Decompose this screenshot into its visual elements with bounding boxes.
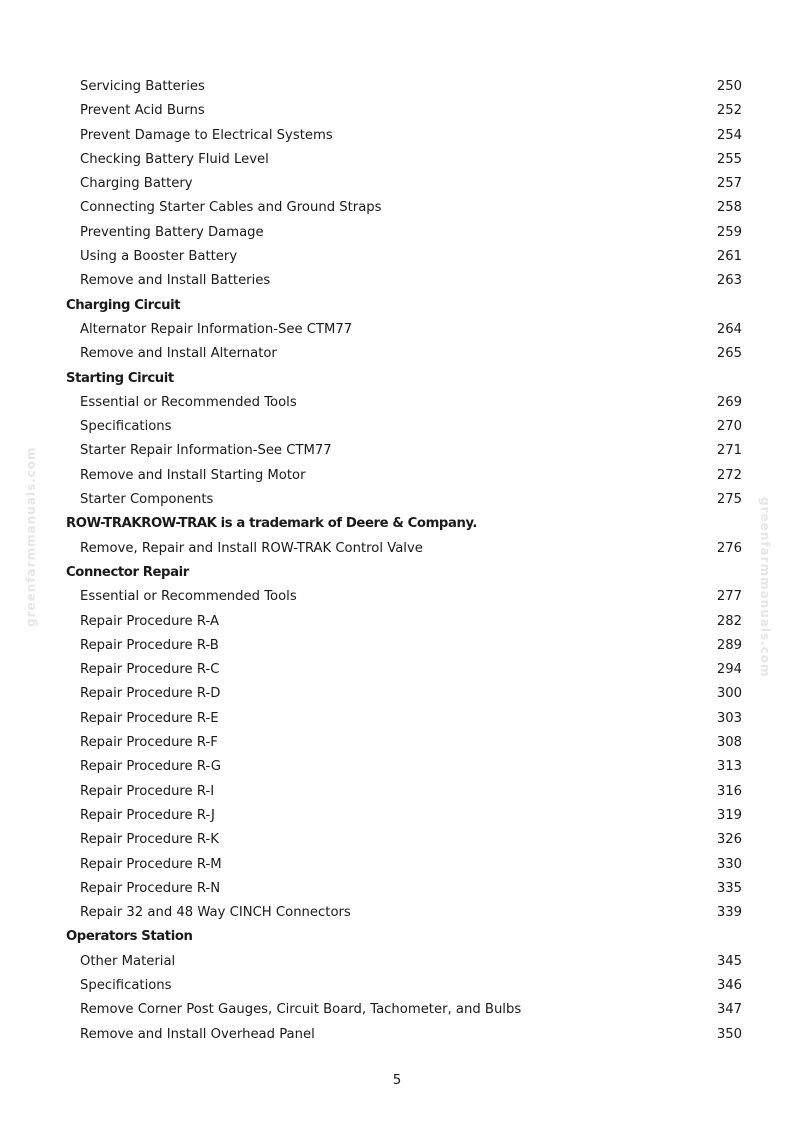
toc-entry[interactable] <box>66 901 742 925</box>
page-ref: 308 <box>716 735 742 751</box>
toc-entry[interactable] <box>66 682 742 706</box>
entry-title: Specifications <box>80 977 172 993</box>
toc-entry[interactable] <box>66 318 742 342</box>
toc-entry[interactable] <box>66 780 742 804</box>
entry-title: Servicing Batteries <box>80 79 205 94</box>
page-ref: 257 <box>716 176 742 192</box>
entry-title: Remove and Install Starting Motor <box>80 467 306 483</box>
toc-entry[interactable] <box>66 245 742 269</box>
toc-entry[interactable] <box>66 853 742 877</box>
page-ref: 259 <box>716 224 742 240</box>
entry-title: Prevent Acid Burns <box>80 103 205 119</box>
toc-entry[interactable] <box>66 731 742 755</box>
toc-entry[interactable] <box>66 124 742 148</box>
page-ref: 303 <box>716 710 742 726</box>
toc-section-heading <box>66 367 742 391</box>
entry-title: Specifications <box>80 419 172 435</box>
toc-entry[interactable] <box>66 537 742 561</box>
toc-entry[interactable] <box>66 828 742 852</box>
section-title: Charging Circuit <box>66 297 181 313</box>
entry-title: Starter Repair Information-See CTM77 <box>80 443 332 459</box>
page-ref: 330 <box>716 856 742 872</box>
page-ref: 326 <box>716 832 742 848</box>
page-ref: 276 <box>716 540 742 556</box>
page-ref: 277 <box>716 589 742 605</box>
page-ref: 270 <box>716 419 742 435</box>
toc-entry[interactable] <box>66 391 742 415</box>
toc-entry[interactable] <box>66 755 742 779</box>
page-ref: 300 <box>716 686 742 702</box>
watermark-left: greenfarmmanuals.com <box>24 446 38 627</box>
page-ref: 258 <box>716 200 742 216</box>
entry-title: Remove Corner Post Gauges, Circuit Board, Tachometer, and Bulbs <box>80 1002 522 1018</box>
entry-title: Essential or Recommended Tools <box>80 394 297 410</box>
page-ref: 350 <box>716 1026 742 1042</box>
section-title: Operators Station <box>66 929 193 945</box>
page-ref: 275 <box>716 492 742 508</box>
toc-entry[interactable] <box>66 439 742 463</box>
section-title: ROW-TRAKROW-TRAK is a trademark of Deere & Company. <box>66 516 478 532</box>
page-ref: 264 <box>716 321 742 337</box>
entry-title: Repair Procedure R-K <box>80 832 219 848</box>
entry-title: Repair 32 and 48 Way CINCH Connectors <box>80 905 351 921</box>
entry-title: Repair Procedure R-I <box>80 783 215 799</box>
section-title: Starting Circuit <box>66 370 174 386</box>
entry-title: Charging Battery <box>80 176 193 192</box>
entry-title: Connecting Starter Cables and Ground Straps <box>80 200 382 216</box>
entry-title: Alternator Repair Information-See CTM77 <box>80 321 353 337</box>
toc-entry[interactable] <box>66 221 742 245</box>
toc-section-heading <box>66 925 742 949</box>
toc-entry[interactable] <box>66 1023 742 1047</box>
entry-title: Repair Procedure R-C <box>80 662 220 678</box>
page-number: 5 <box>392 1072 402 1088</box>
page-ref: 294 <box>716 662 742 678</box>
entry-title: Checking Battery Fluid Level <box>80 151 269 167</box>
entry-title: Using a Booster Battery <box>80 249 238 265</box>
page-ref: 272 <box>716 467 742 483</box>
watermark-right: greenfarmmanuals.com <box>758 497 772 678</box>
page-ref: 250 <box>716 79 742 94</box>
toc-entry[interactable] <box>66 877 742 901</box>
entry-title: Other Material <box>80 953 176 969</box>
toc-entry[interactable] <box>66 585 742 609</box>
entry-title: Repair Procedure R-F <box>80 735 218 751</box>
table-of-contents <box>66 75 742 1047</box>
toc-entry[interactable] <box>66 707 742 731</box>
entry-title: Remove and Install Overhead Panel <box>80 1026 315 1042</box>
entry-title: Repair Procedure R-G <box>80 759 221 775</box>
page-ref: 319 <box>716 807 742 823</box>
entry-title: Remove and Install Alternator <box>80 346 277 362</box>
entry-title: Repair Procedure R-M <box>80 856 222 872</box>
page-ref: 255 <box>716 151 742 167</box>
page-ref: 346 <box>716 977 742 993</box>
entry-title: Remove and Install Batteries <box>80 273 271 289</box>
page-ref: 316 <box>716 783 742 799</box>
page-ref: 339 <box>716 905 742 921</box>
toc-entry[interactable] <box>66 172 742 196</box>
toc-entry[interactable] <box>66 634 742 658</box>
page-ref: 263 <box>716 273 742 289</box>
entry-title: Repair Procedure R-B <box>80 637 219 653</box>
toc-entry[interactable] <box>66 269 742 293</box>
page-ref: 347 <box>716 1002 742 1018</box>
toc-entry[interactable] <box>66 488 742 512</box>
toc-entry[interactable] <box>66 342 742 366</box>
page-ref: 335 <box>716 880 742 896</box>
entry-title: Remove, Repair and Install ROW-TRAK Control Valve <box>80 540 423 556</box>
page-ref: 313 <box>716 759 742 775</box>
page-ref: 345 <box>716 953 742 969</box>
page-ref: 269 <box>716 394 742 410</box>
entry-title: Repair Procedure R-D <box>80 686 221 702</box>
entry-title: Starter Components <box>80 492 214 508</box>
page-ref: 271 <box>716 443 742 459</box>
entry-title: Repair Procedure R-E <box>80 710 219 726</box>
page-ref: 252 <box>716 103 742 119</box>
toc-section-heading <box>66 561 742 585</box>
toc-section-heading <box>66 294 742 318</box>
entry-title: Essential or Recommended Tools <box>80 589 297 605</box>
toc-entry[interactable] <box>66 196 742 220</box>
page-ref: 261 <box>716 249 742 265</box>
page-ref: 265 <box>716 346 742 362</box>
entry-title: Preventing Battery Damage <box>80 224 264 240</box>
toc-entry[interactable] <box>66 75 742 99</box>
toc-entry[interactable] <box>66 148 742 172</box>
page-ref: 289 <box>716 637 742 653</box>
entry-title: Prevent Damage to Electrical Systems <box>80 127 333 143</box>
toc-entry[interactable] <box>66 415 742 439</box>
page-ref: 282 <box>716 613 742 629</box>
toc-entry[interactable] <box>66 950 742 974</box>
toc-section-heading <box>66 512 742 536</box>
entry-title: Repair Procedure R-J <box>80 807 215 823</box>
toc-entry[interactable] <box>66 998 742 1022</box>
page-ref: 254 <box>716 127 742 143</box>
toc-entry[interactable] <box>66 464 742 488</box>
toc-entry[interactable] <box>66 99 742 123</box>
toc-entry[interactable] <box>66 804 742 828</box>
entry-title: Repair Procedure R-A <box>80 613 219 629</box>
toc-entry[interactable] <box>66 658 742 682</box>
toc-entry[interactable] <box>66 610 742 634</box>
entry-title: Repair Procedure R-N <box>80 880 221 896</box>
section-title: Connector Repair <box>66 564 189 580</box>
toc-entry[interactable] <box>66 974 742 998</box>
